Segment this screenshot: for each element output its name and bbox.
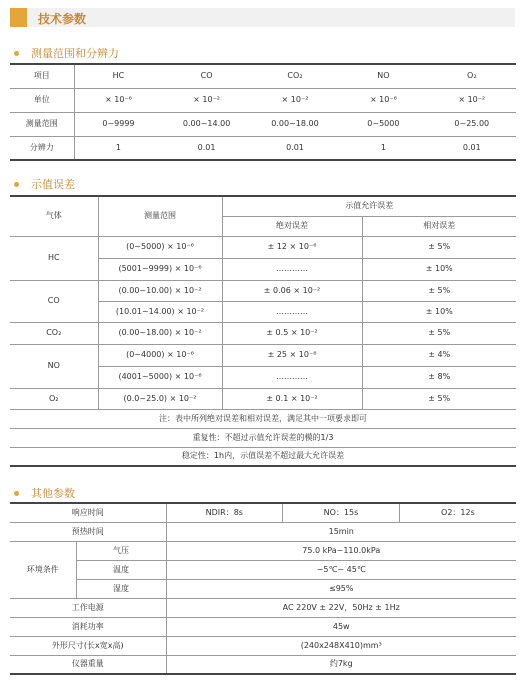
section-heading-other: 其他参数 <box>14 485 75 501</box>
table-row: (10.01~14.00) × 10⁻² ………… ± 10% <box>10 301 516 322</box>
table-row: CO (0.00~10.00) × 10⁻² ± 0.06 × 10⁻² ± 5% <box>10 280 516 301</box>
section-heading-range: 测量范围和分辨力 <box>14 45 119 61</box>
table-row: CO₂ (0.00~18.00) × 10⁻² ± 0.5 × 10⁻² ± 5% <box>10 322 516 344</box>
header-accent-square <box>10 8 27 27</box>
table-row: 环境条件 气压 75.0 kPa~110.0kPa <box>10 541 516 560</box>
table-row: (4001~5000) × 10⁻⁶ ………… ± 8% <box>10 366 516 388</box>
table-row: 湿度 ≤95% <box>10 579 516 598</box>
table-row: 预热时间 15min <box>10 522 516 541</box>
table-row: 单位 × 10⁻⁶ × 10⁻² × 10⁻² × 10⁻⁶ × 10⁻² <box>10 88 516 112</box>
table-row: 气体 测量范围 示值允许误差 <box>10 196 516 216</box>
table-row: 响应时间 NDIR：8s NO：15s O2：12s <box>10 503 516 522</box>
table-row: NO (0~4000) × 10⁻⁶ ± 25 × 10⁻⁶ ± 4% <box>10 344 516 366</box>
bullet-icon <box>14 491 19 496</box>
table-row: HC (0~5000) × 10⁻⁶ ± 12 × 10⁻⁶ ± 5% <box>10 236 516 258</box>
section-heading-error: 示值误差 <box>14 176 75 192</box>
page-title: 技术参数 <box>38 12 87 26</box>
table-row: (5001~9999) × 10⁻⁶ ………… ± 10% <box>10 258 516 280</box>
other-parameters-table <box>10 502 516 675</box>
table-row: 温度 −5℃~ 45℃ <box>10 560 516 579</box>
indication-error-table <box>10 195 516 467</box>
bullet-icon <box>14 51 19 56</box>
table-row: 消耗功率 45w <box>10 617 516 636</box>
page-header <box>10 8 515 27</box>
table-row: 项目 HC CO CO₂ NO O₂ <box>10 64 516 88</box>
bullet-icon <box>14 182 19 187</box>
table-row: 绝对误差 相对误差 <box>10 216 516 236</box>
table-row: 分辨力 1 0.01 0.01 1 0.01 <box>10 136 516 160</box>
table-note-row: 稳定性：1h内，示值误差不超过最大允许误差 <box>10 447 516 466</box>
table-row: O₂ (0.0~25.0) × 10⁻² ± 0.1 × 10⁻² ± 5% <box>10 388 516 409</box>
table-row: 测量范围 0~9999 0.00~14.00 0.00~18.00 0~5000 0~25.00 <box>10 112 516 136</box>
table-note-row: 注：表中所列绝对误差和相对误差，满足其中一项要求即可 <box>10 409 516 428</box>
table-row: 外形尺寸(长x宽x高) (240x248X410)mm³ <box>10 636 516 655</box>
range-resolution-table <box>10 63 516 161</box>
table-note-row: 重复性：不超过示值允许误差的模的1/3 <box>10 428 516 447</box>
table-row: 工作电源 AC 220V ± 22V，50Hz ± 1Hz <box>10 598 516 617</box>
table-row: 仪器重量 约7kg <box>10 655 516 674</box>
